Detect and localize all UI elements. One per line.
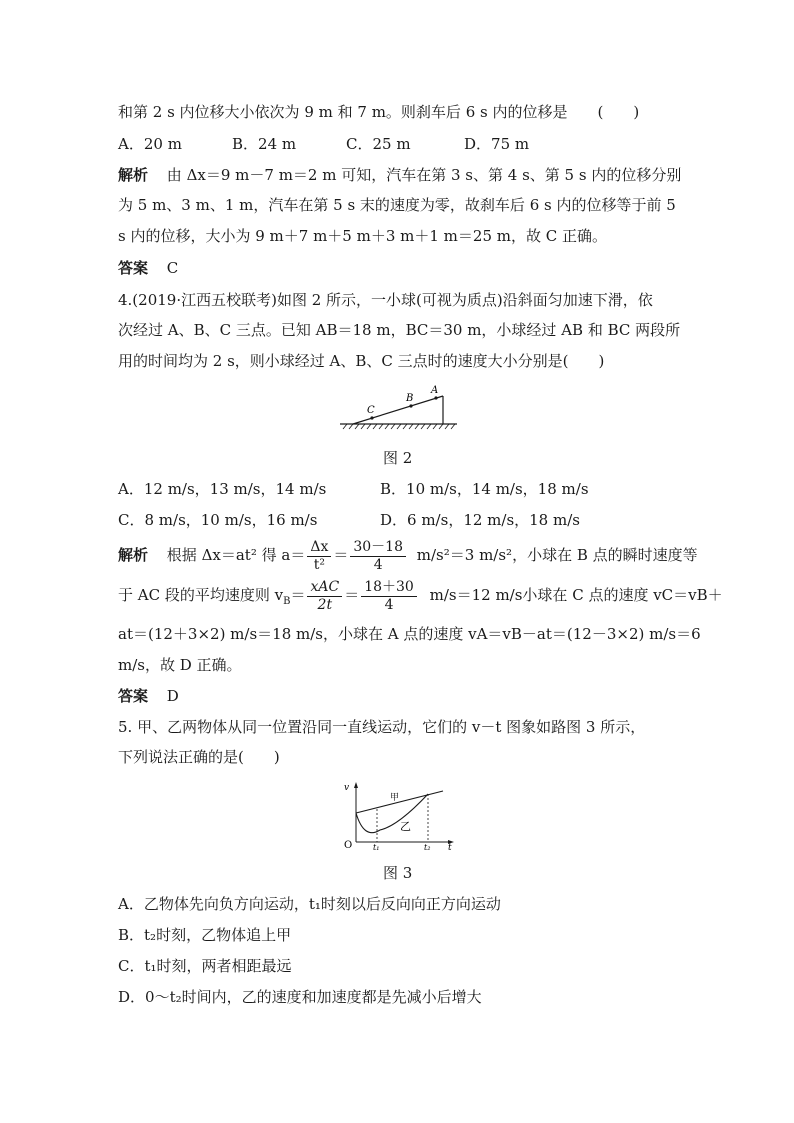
- answer-value: D: [166, 687, 179, 705]
- label-b: B: [406, 393, 414, 404]
- label-c: C: [367, 405, 375, 416]
- q4-analysis-line-3: at＝(12＋3×2) m/s＝18 m/s，小球在 A 点的速度 vA＝vB－at＝(12－3×2) m/s＝6: [118, 625, 701, 643]
- fraction: $\frac{18+30}{4}$: [361, 579, 417, 614]
- q3-option-d: D．75 m: [464, 135, 530, 153]
- analysis-tag: 解析: [118, 546, 149, 564]
- t1-label: t₁: [373, 843, 380, 850]
- analysis-text: m/s＝12 m/s小球在 C 点的速度 vC＝vB＋: [429, 586, 723, 604]
- t-axis-label: t: [448, 843, 452, 850]
- answer-tag: 答案: [118, 259, 149, 277]
- q3-option-c: C．25 m: [346, 135, 411, 153]
- point-c: [370, 416, 373, 419]
- ground-hatching: [343, 424, 455, 429]
- line-jia: [356, 791, 443, 813]
- v-axis-label: v: [344, 783, 350, 793]
- q4-analysis-line-4: m/s，故 D 正确。: [118, 656, 242, 674]
- answer-value: C: [166, 259, 179, 277]
- q3-option-a: A．20 m: [118, 135, 182, 153]
- q3-answer: [118, 258, 178, 278]
- q5-stem-line-1: 5. 甲、乙两物体从同一位置沿同一直线运动，它们的 v－t 图象如路图 3 所示，: [118, 718, 646, 736]
- q5-option-d: D．0～t₂时间内，乙的速度和加速度都是先减小后增大: [118, 988, 482, 1006]
- analysis-tag: 解析: [118, 166, 149, 184]
- q5-stem-line-2: 下列说法正确的是( ): [118, 748, 280, 766]
- q4-analysis-line-1: 解析 根据 Δx＝at² 得 a＝ $\frac{\Delta x}{\text{t²}}$ ＝ $\frac{30-18}{4}$ m/s²＝3 m/s²，小球在 B 点的瞬时速度等: [118, 538, 698, 573]
- q3-analysis-line-2: 为 5 m、3 m、1 m，汽车在第 5 s 末的速度为零，故刹车后 6 s 内的位移等于前 5: [118, 196, 676, 214]
- q4-stem-line-3: 用的时间均为 2 s，则小球经过 A、B、C 三点时的速度大小分别是( ): [118, 352, 605, 370]
- vt-graph-figure: [336, 780, 462, 850]
- point-b: [409, 404, 412, 407]
- q4-analysis-line-2: 于 AC 段的平均速度则 $v_B=$ $\frac{\text{xAC}}{2t}$ ＝ $\frac{18+30}{4}$ m/s＝12 m/s小球在 C 点的速度 vC＝vB＋: [118, 578, 723, 613]
- v-axis-arrow: [354, 782, 358, 788]
- origin-label: O: [344, 840, 353, 850]
- q3-stem-tail: 和第 2 s 内位移大小依次为 9 m 和 7 m。则刹车后 6 s 内的位移是 ( ): [118, 103, 640, 121]
- q3-analysis-line-1: [118, 165, 681, 185]
- label-a: A: [431, 385, 439, 396]
- q5-option-a: A．乙物体先向负方向运动，t₁时刻以后反向向正方向运动: [118, 895, 501, 913]
- yi-label: 乙: [400, 820, 411, 833]
- q4-stem-line-1: 4.(2019·江西五校联考)如图 2 所示，一小球(可视为质点)沿斜面匀加速下滑，依: [118, 291, 653, 309]
- answer-tag: 答案: [118, 687, 149, 705]
- q3-option-b: B．24 m: [232, 135, 297, 153]
- q5-option-c: C．t₁时刻，两者相距最远: [118, 957, 292, 975]
- q4-option-d: D．6 m/s，12 m/s，18 m/s: [380, 511, 580, 529]
- figure-3-caption: 图 3: [383, 864, 413, 882]
- q4-option-a: A．12 m/s，13 m/s，14 m/s: [118, 480, 327, 498]
- incline-figure: [335, 382, 465, 432]
- q4-stem-line-2: 次经过 A、B、C 三点。已知 AB＝18 m，BC＝30 m，小球经过 AB 和 BC 两段所: [118, 321, 681, 339]
- point-a: [434, 396, 437, 399]
- q3-analysis-line-3: s 内的位移，大小为 9 m＋7 m＋5 m＋3 m＋1 m＝25 m，故 C 正确。: [118, 227, 608, 245]
- analysis-text: 根据 Δx＝at² 得 a＝: [166, 546, 306, 564]
- jia-label: 甲: [390, 793, 400, 803]
- q4-answer: [118, 686, 179, 706]
- fraction: $\frac{\text{xAC}}{2t}$: [307, 579, 342, 614]
- fraction: $\frac{\Delta x}{\text{t²}}$: [307, 539, 331, 574]
- analysis-text: m/s²＝3 m/s²，小球在 B 点的瞬时速度等: [416, 546, 698, 564]
- analysis-text: 于 AC 段的平均速度则 v: [118, 586, 284, 604]
- q4-option-b: B．10 m/s，14 m/s，18 m/s: [380, 480, 589, 498]
- q5-option-b: B．t₂时刻，乙物体追上甲: [118, 926, 292, 944]
- t2-label: t₂: [424, 843, 431, 850]
- fraction: $\frac{30-18}{4}$: [350, 539, 406, 574]
- analysis-text: 由 Δx＝9 m－7 m＝2 m 可知，汽车在第 3 s、第 4 s、第 5 s 内的位移分别: [166, 166, 682, 184]
- q4-option-c: C．8 m/s，10 m/s，16 m/s: [118, 511, 318, 529]
- figure-2-caption: 图 2: [383, 449, 413, 467]
